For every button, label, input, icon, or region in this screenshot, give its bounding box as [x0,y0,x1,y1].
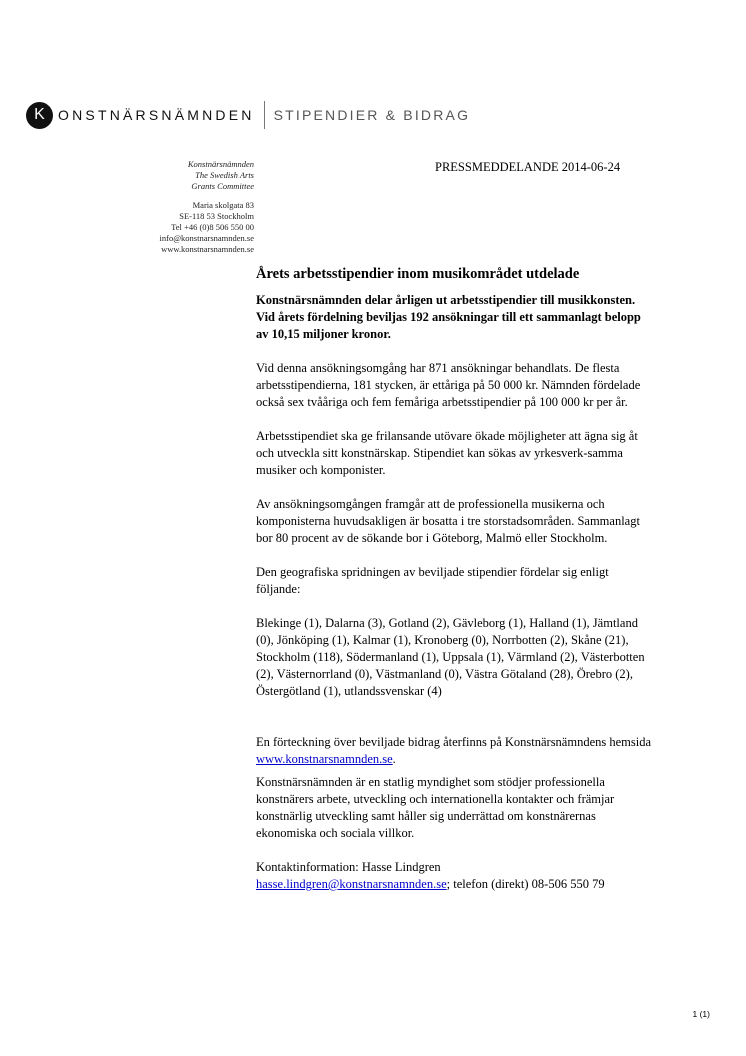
contact-email-link[interactable]: hasse.lindgren@konstnarsnamnden.se [256,877,447,891]
region-list: Blekinge (1), Dalarna (3), Gotland (2), Gävleborg (1), Halland (1), Jämtland (0), Jönköping (1), Kalmar (1), Kronoberg (0), Norrbotten (2), Skåne (21), Stockholm (118), Södermanland (1), Uppsala (1), Värmland (2), Västerbotten (2), Västernorrland (0), Västmanland (0), Västra Götaland (28), Örebro (2), Östergötland (1), utlandssvenskar (4) [256,616,645,698]
letterhead [26,97,470,133]
body-paragraph: Den geografiska spridningen av beviljade stipendier fördelar sig enligt följande: [256,565,609,596]
press-release-label: PRESSMEDDELANDE 2014-06-24 [435,160,621,174]
brand-name: ONSTNÄRSNÄMNDEN [58,107,255,123]
sender-address [160,200,254,255]
page-title: Årets arbetsstipendier inom musikområdet utdelade [256,266,580,282]
body-paragraph: Arbetsstipendiet ska ge frilansande utövare ökade möjligheter att ägna sig åt och utveckla sitt konstnärskap. Stipendiet kan sökas av yrkesverk-samma musiker och komponister. [256,429,638,477]
brand-tagline: STIPENDIER & BIDRAG [273,107,471,123]
body-paragraph: Vid denna ansökningsomgång har 871 ansökningar behandlats. De flesta arbetsstipendierna, 181 stycken, är ettåriga på 50 000 kr. Nämnden fördelade också sex tvååriga och fem femåriga arbetsstipendier på 100 000 kr per år. [256,361,641,409]
lead-paragraph: Konstnärsnämnden delar årligen ut arbetsstipendier till musikkonsten. Vid årets fördelning beviljas 192 ansökningar till ett sammanlagt belopp av 10,15 miljoner kronor. [256,293,641,341]
org-line: The Swedish Arts [195,170,254,180]
org-line: Grants Committee [191,181,254,191]
website-link[interactable]: www.konstnarsnamnden.se [256,752,393,766]
org-line: Konstnärsnämnden [187,159,254,169]
listing-paragraph [256,734,656,768]
logo-k-icon: K [26,102,53,129]
document-body [256,266,656,893]
body-paragraph: Av ansökningsomgången framgår att de professionella musikerna och komponisterna huvudsakligen är bosatta i tre storstadsområden. Sammanlagt bor 80 procent av de sökande bor i Göteborg, Malmö eller Stockholm. [256,497,640,545]
listing-period: . [392,752,396,766]
address-line: Maria skolgata 83 [192,200,254,210]
sender-block [160,159,254,255]
header-divider [264,101,265,129]
address-line: SE-118 53 Stockholm [179,211,254,221]
address-line: info@konstnarsnamnden.se [159,233,254,243]
address-line: www.konstnarsnamnden.se [161,244,254,254]
about-paragraph: Konstnärsnämnden är en statlig myndighet som stödjer professionella konstnärers arbete, utveckling och internationella kontakter och främjar konstnärlig utveckling samt håller sig underrättad om konstnärernas ekonomiska och sociala villkor. [256,775,615,840]
page-number: 1 (1) [692,1009,710,1019]
contact-label: Kontaktinformation: Hasse Lindgren [256,860,441,874]
contact-block [256,859,656,893]
listing-text: En förteckning över beviljade bidrag återfinns på Konstnärsnämndens hemsida [256,735,652,749]
sender-org [160,159,254,192]
address-line: Tel +46 (0)8 506 550 00 [171,222,254,232]
contact-phone: ; telefon (direkt) 08-506 550 79 [446,877,605,891]
